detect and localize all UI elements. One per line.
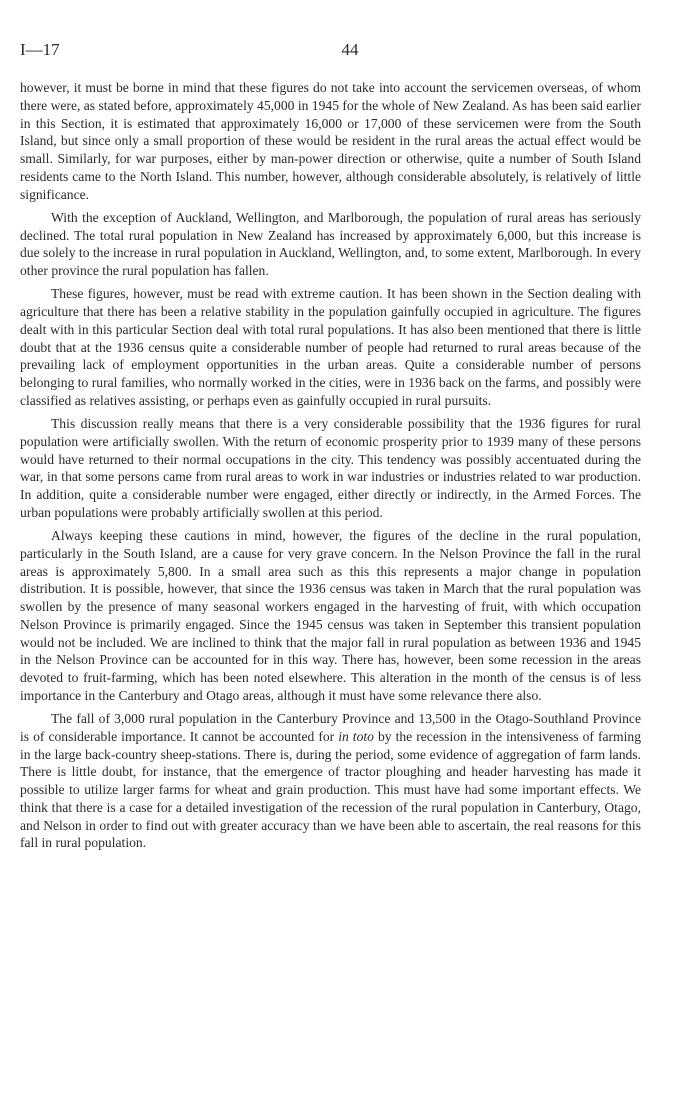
page-header — [20, 40, 680, 60]
paragraph-6-text-after: by the recession in the intensiveness of farming in the large back-country sheep-stations. There is, during the period, some evidence of aggregation of farm lands. There is little doubt, for instance, that the emergence of tractor ploughing and header harvesting has made it possible to utilize larger farms for wheat and grain production. This must have had some important effects. We think that there is a case for a detailed investigation of the recession of the rural population in Canterbury, Otago, and Nelson in order to find out with greater accuracy than we have been able to ascertain, the real reasons for this fall in rural population. — [20, 728, 641, 851]
page-reference: I—17 — [20, 40, 60, 59]
paragraph-4: This discussion really means that there is a very considerable possibility that the 1936 figures for rural population were artificially swollen. With the return of economic prosperity prior to 1939 many of these persons would have returned to their normal occupations in the city. This tendency was possibly accentuated during the war, in that some persons came from rural areas to work in war industries or industries related to war production. In addition, quite a considerable number were engaged, either directly or indirectly, in the Armed Forces. The urban populations were probably artificially swollen at this period. — [20, 416, 641, 520]
paragraph-6 — [20, 710, 641, 852]
paragraph-5: Always keeping these cautions in mind, however, the figures of the decline in the rural population, particularly in the South Island, are a cause for very grave concern. In the Nelson Province the fall in the rural areas is approximately 5,800. In a small area such as this this represents a major change in population distribution. It is possible, however, that since the 1936 census was taken in March that the rural population was swollen by the presence of many seasonal workers engaged in the harvesting of fruit, with which occupation Nelson Province is primarily engaged. Since the 1945 census was taken in September this transient population would not be included. We are inclined to think that the major fall in rural population as between 1936 and 1945 in the Nelson Province can be accounted for in this way. There has, however, been some recession in the areas devoted to fruit-farming, which has been noted elsewhere. This alteration in the month of the census is of less importance in the Canterbury and Otago areas, although it must have some relevance there also. — [20, 528, 641, 703]
paragraph-1: however, it must be borne in mind that these figures do not take into account the servicemen overseas, of whom there were, as stated before, approximately 45,000 in 1945 for the whole of New Zealand. As has been said earlier in this Section, it is estimated that approximately 16,000 or 17,000 of these servicemen were from the South Island, but since only a small proportion of these would be resident in the rural areas the actual effect would be small. Similarly, for war purposes, either by man-power direction or otherwise, quite a number of South Island residents came to the North Island. This number, however, although considerable absolutely, is relatively of little significance. — [20, 80, 641, 202]
paragraph-2: With the exception of Auckland, Wellington, and Marlborough, the population of rural areas has seriously declined. The total rural population in New Zealand has increased by approximately 6,000, but this increase is due solely to the increase in rural population in Auckland, Wellington, and, to some extent, Marlborough. In every other province the rural population has fallen. — [20, 209, 641, 278]
paragraph-6-text-before: The fall of 3,000 rural population in the Canterbury Province and 13,500 in the Otago-Southland Province is of considerable importance. It cannot be accounted for — [20, 711, 641, 744]
body-text — [20, 79, 641, 858]
paragraph-6-italic-phrase: in toto — [338, 728, 374, 744]
page-number: 44 — [341, 40, 359, 59]
paragraph-3: These figures, however, must be read with extreme caution. It has been shown in the Section dealing with agriculture that there has been a relative stability in the population gainfully occupied in agriculture. The figures dealt with in this particular Section deal with total rural populations. It has also been mentioned that there is little doubt that at the 1936 census quite a considerable number of people had returned to rural areas because of the prevailing lack of employment opportunities in the urban areas. Quite a considerable number of persons belonging to rural families, who normally worked in the cities, were in 1936 back on the farms, and possibly were classified as relatives assisting, or perhaps even as gainfully occupied in rural pursuits. — [20, 286, 641, 408]
